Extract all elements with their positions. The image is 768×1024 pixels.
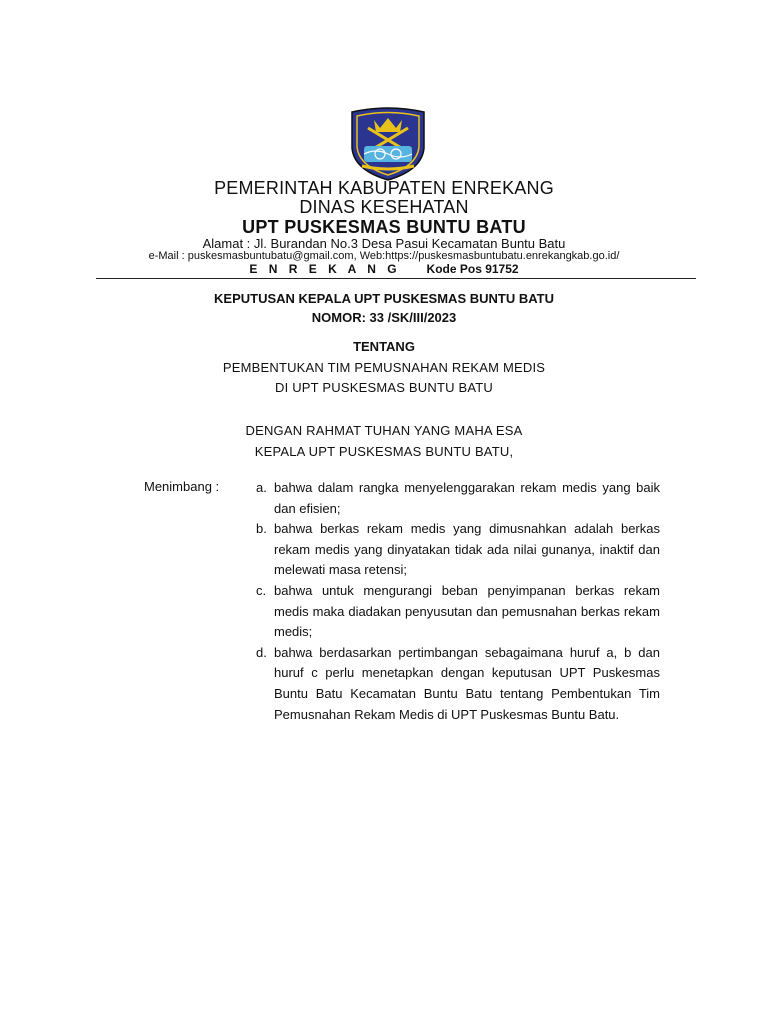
city-postcode-line [0, 262, 768, 276]
contact-line: e-Mail : puskesmasbuntubatu@gmail.com, Web:https://puskesmasbuntubatu.enrekangkab.go.id/ [148, 250, 620, 262]
greeting-line-1: DENGAN RAHMAT TUHAN YANG MAHA ESA [245, 423, 523, 438]
item-marker: a. [256, 480, 267, 495]
greeting-line-2: KEPALA UPT PUSKESMAS BUNTU BATU, [254, 444, 514, 459]
department-name: DINAS KESEHATAN [299, 197, 469, 217]
decree-number: NOMOR: 33 /SK/III/2023 [311, 310, 457, 325]
item-text: bahwa berdasarkan pertimbangan sebagaimana huruf a, b dan huruf c perlu menetapkan dengan keputusan UPT Puskesmas Buntu Batu Kecamatan Buntu Batu tentang Pembentukan Tim Pemusnahan Rekam Medis di UPT Puskesmas Buntu Batu. [274, 644, 660, 722]
item-text: bahwa dalam rangka menyelenggarakan rekam medis yang baik dan efisien; [274, 480, 660, 516]
letterhead-logo [344, 106, 432, 182]
letterhead-divider [96, 278, 696, 279]
subject-line-2: DI UPT PUSKESMAS BUNTU BATU [274, 380, 493, 395]
item-marker: d. [256, 644, 267, 660]
item-text: bahwa berkas rekam medis yang dimusnahkan adalah berkas rekam medis yang dinyatakan tidak ada nilai gunanya, inaktif dan melewati masa retensi; [274, 521, 660, 578]
city-name: E N R E K A N G [249, 262, 401, 276]
address-line: Alamat : Jl. Burandan No.3 Desa Pasui Kecamatan Buntu Batu [202, 236, 566, 251]
considering-item-b [256, 519, 660, 581]
item-marker: c. [256, 582, 267, 598]
institution-name: UPT PUSKESMAS BUNTU BATU [242, 217, 526, 237]
considering-item-c [256, 581, 660, 643]
considering-list [256, 478, 660, 725]
considering-item-a [256, 478, 660, 519]
postal-code: Kode Pos 91752 [426, 262, 519, 276]
enrekang-regency-emblem-icon [344, 106, 432, 182]
considering-label: Menimbang : [144, 479, 220, 494]
item-text: bahwa untuk mengurangi beban penyimpanan berkas rekam medis maka diadakan penyusutan dan pemusnahan berkas rekam medis; [274, 582, 660, 640]
decree-title: KEPUTUSAN KEPALA UPT PUSKESMAS BUNTU BATU [214, 291, 554, 306]
subject-line-1: PEMBENTUKAN TIM PEMUSNAHAN REKAM MEDIS [222, 360, 546, 375]
considering-item-d [256, 643, 660, 725]
item-marker: b. [256, 521, 267, 537]
about-heading: TENTANG [353, 339, 415, 354]
government-name: PEMERINTAH KABUPATEN ENREKANG [214, 178, 554, 198]
